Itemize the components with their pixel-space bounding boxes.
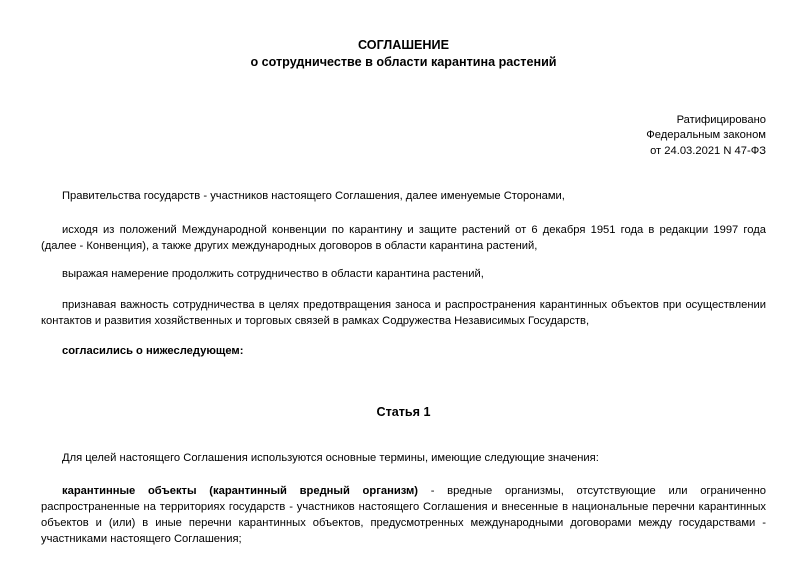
preamble-paragraph: Правительства государств - участников настоящего Соглашения, далее именуемые Сторонами, — [62, 190, 565, 202]
ratification-line-3: от 24.03.2021 N 47-ФЗ — [650, 144, 766, 157]
agreed-statement: согласились о нижеследующем: — [62, 345, 244, 357]
preamble-paragraph: исходя из положений Международной конвенции по карантину и защите растений от 6 декабря 1951 года в редакции 1997 года (далее - Конвенция), а также других международных договоров в области карантина растений, — [41, 224, 766, 252]
term-definition — [41, 483, 766, 547]
article-heading: Статья 1 — [376, 405, 431, 419]
term-text: - вредные организмы, отсутствующие или ограниченно распространенные на территориях государств - участников настоящего Соглашения и внесенные в национальные перечни карантинных объектов и (или) в иные перечни карантинных объектов, предусмотренных международными договорами между государствами - участниками настоящего Соглашения; — [41, 485, 766, 545]
ratification-line-1: Ратифицировано — [676, 114, 766, 126]
article-intro: Для целей настоящего Соглашения используются основные термины, имеющие следующие значения: — [62, 452, 599, 464]
document-title: СОГЛАШЕНИЕ — [358, 38, 449, 52]
term-name: карантинные объекты (карантинный вредный организм) — [62, 485, 419, 497]
preamble-paragraph: выражая намерение продолжить сотрудничество в области карантина растений, — [62, 268, 484, 280]
document-subtitle: о сотрудничестве в области карантина растений — [250, 55, 557, 69]
preamble-paragraph: признавая важность сотрудничества в целях предотвращения заноса и распространения карантинных объектов при осуществлении контактов и развития хозяйственных и торговых связей в рамках Содружества Независимых Государств, — [41, 299, 766, 327]
ratification-note — [646, 113, 766, 159]
ratification-line-2: Федеральным законом — [646, 129, 766, 142]
